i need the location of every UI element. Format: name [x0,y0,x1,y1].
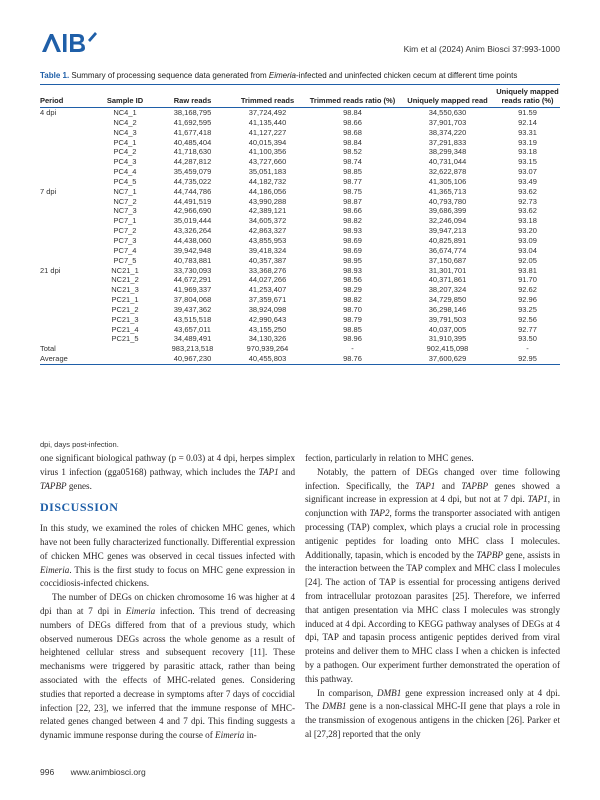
table-cell: 32,246,094 [428,216,467,226]
table-cell: 44,182,732 [248,176,287,186]
section-heading-discussion: DISCUSSION [40,500,119,515]
table-cell: 32,622,878 [428,167,467,177]
table-cell: 40,357,387 [248,255,287,265]
table-row [40,187,560,197]
table-cell: 44,186,056 [248,186,287,196]
paragraph: one significant biological pathway (p = 0.03) at 4 dpi, herpes simplex virus 1 infection (gga05168) pathway, which includes the TAP1 and TAPBP genes. [40,453,295,491]
table-cell: 40,371,861 [428,275,467,285]
table-cell [40,305,95,315]
table-cell: PC7_5 [113,255,137,265]
table-cell [40,256,95,266]
table-cell [40,147,95,157]
table-cell: 93.09 [518,235,537,245]
table-cell: 98.84 [343,108,362,117]
col-header-trimmed-ratio: Trimmed reads ratio (%) [309,96,396,105]
table-cell: 98.82 [343,295,362,305]
table-cell: 92.56 [518,314,537,324]
table-cell: 36,674,774 [428,245,467,255]
table-cell: 31,910,395 [428,334,467,344]
table-cell: 98.70 [343,304,362,314]
table-cell: 970,939,264 [246,344,289,354]
table-cell: PC21_2 [111,304,139,314]
table-row [40,256,560,266]
table-cell: 92.95 [518,354,537,364]
table-cell: 98.77 [343,176,362,186]
table-row [40,325,560,335]
table-cell: 39,437,362 [173,304,212,314]
table-row [40,157,560,167]
table-cell: 43,990,288 [248,196,287,206]
table-cell: 35,019,444 [173,216,212,226]
table-cell: 98.66 [343,206,362,216]
table-cell: 983,213,518 [171,344,214,354]
col-header-trimmed-reads: Trimmed reads [240,96,295,105]
table-row [40,266,560,276]
table-cell: 37,600,629 [428,354,467,364]
table-cell: 39,791,503 [428,314,467,324]
table-cell: 93.50 [518,334,537,344]
table-cell: PC7_3 [113,235,137,245]
table-cell: 98.74 [343,157,362,167]
table-cell: 93.31 [518,127,537,137]
table-cell: NC4_3 [113,127,137,137]
table-row [40,226,560,236]
journal-url[interactable]: www.animbiosci.org [70,767,146,777]
table-cell: 98.93 [343,265,362,275]
table-row [40,206,560,216]
table-cell: 91.59 [518,108,537,117]
table-cell: 44,027,266 [248,275,287,285]
table-cell: 93.81 [518,265,537,275]
table-cell: 93.62 [518,206,537,216]
table-cell: 35,051,183 [248,167,287,177]
col-header-unique-mapped: Uniquely mapped read [407,96,488,105]
col-header-sample-id: Sample ID [106,96,144,105]
page-number: 996 [40,767,55,777]
table-row [40,108,560,118]
table-cell: 98.93 [343,226,362,236]
table-row [40,147,560,157]
table-cell: PC4_1 [113,137,137,147]
right-column [305,452,560,742]
table-cell [40,334,95,344]
table-cell: 91.70 [518,275,537,285]
table-cell: 44,672,291 [173,275,212,285]
table-row [40,354,560,364]
table-cell [40,216,95,226]
table-cell: PC7_1 [113,216,137,226]
table-cell [40,315,95,325]
table-cell [40,157,95,167]
table-cell: 41,135,440 [248,117,287,127]
table-cell: 93.04 [518,245,537,255]
table-row [40,128,560,138]
table-caption: Table 1. Summary of processing sequence data generated from Eimeria-infected and uninfected chicken cecum at different time points [40,71,518,80]
table-cell: 44,438,060 [173,235,212,245]
table-cell: 98.82 [343,216,362,226]
table-cell: 44,491,519 [173,196,212,206]
table-cell [40,138,95,148]
table-cell [95,344,155,354]
table-cell: 98.84 [343,137,362,147]
table-cell: - [351,344,354,354]
table-row [40,236,560,246]
table-cell: 40,037,005 [428,324,467,334]
table-cell: 93.25 [518,304,537,314]
table-cell: 93.18 [518,216,537,226]
table-cell: 39,947,213 [428,226,467,236]
table-cell: PC21_5 [111,334,139,344]
table-cell [40,236,95,246]
table-cell: PC4_2 [113,147,137,157]
table-row [40,334,560,344]
table-cell: 39,418,324 [248,245,287,255]
table-cell: 33,368,276 [248,265,287,275]
table-cell: Average [40,354,68,364]
table-cell [95,354,155,364]
table-cell: 41,692,595 [173,117,212,127]
table-cell: 38,924,098 [248,304,287,314]
table-cell: 98.69 [343,235,362,245]
table-cell: 93.62 [518,186,537,196]
running-head: Kim et al (2024) Anim Biosci 37:993-1000 [403,44,560,54]
table-cell: 902,415,098 [426,344,469,354]
table-cell: 43,326,264 [173,226,212,236]
table-cell: 35,459,079 [173,167,212,177]
table-cell: 40,783,881 [173,255,212,265]
table-cell: 37,804,068 [173,295,212,305]
table-cell: 41,253,407 [248,285,287,295]
table-cell: 93.15 [518,157,537,167]
table-cell: PC7_2 [113,226,137,236]
table-cell: 93.49 [518,176,537,186]
table-cell: 37,291,833 [428,137,467,147]
journal-logo [40,30,100,59]
table-cell: 43,657,011 [174,324,211,334]
table-cell: 37,724,492 [248,108,287,117]
table-cell: 40,825,891 [428,235,467,245]
table-cell: 93.20 [518,226,537,236]
table-cell: 92.73 [518,196,537,206]
paragraph: In comparison, DMB1 gene expression increased only at 4 dpi. The DMB1 gene is a non-classical MHC-II gene that plays a role in the transmission of exogenous antigens in the chicken [26]. Parker et al [27,28] reported that the only [305,687,561,739]
table-cell: 43,155,250 [248,324,287,334]
table-footnote: dpi, days post-infection. [40,440,119,449]
page-footer [40,767,146,777]
table-cell [40,285,95,295]
table-cell [40,275,95,285]
table-cell: 98.69 [343,245,362,255]
table-cell: 34,729,850 [428,295,467,305]
table-cell [40,226,95,236]
table-cell [40,167,95,177]
table-row [40,216,560,226]
table-row [40,167,560,177]
table-cell: 40,485,404 [173,137,212,147]
table-header-row [40,85,560,108]
table-label: Table 1. [40,71,70,80]
table-row [40,246,560,256]
table-row [40,138,560,148]
table-cell: PC21_3 [111,314,139,324]
col-header-unique-ratio: Uniquely mapped reads ratio (%) [496,87,559,105]
data-table [40,84,560,365]
table-cell [40,128,95,138]
table-cell: 42,990,643 [248,314,287,324]
table-cell: 92.14 [518,117,537,127]
left-column [40,452,295,743]
table-row [40,118,560,128]
table-cell: 40,731,044 [428,157,467,167]
table-cell: 92.62 [518,285,537,295]
table-cell: 43,855,953 [248,235,287,245]
table-cell: 40,967,230 [173,354,212,364]
table-cell: 41,365,713 [428,186,467,196]
table-cell: 34,605,372 [248,216,287,226]
table-cell: 92.77 [518,324,537,334]
table-cell: 7 dpi [40,186,57,196]
table-row [40,295,560,305]
table-cell: 37,359,671 [248,295,287,305]
table-cell: 37,150,687 [428,255,467,265]
table-cell: 41,677,418 [173,127,212,137]
table-cell: 38,299,348 [428,147,467,157]
table-cell: 98.95 [343,255,362,265]
table-cell: 31,301,701 [428,265,467,275]
table-cell: 98.79 [343,314,362,324]
table-row [40,315,560,325]
table-cell: 43,727,660 [248,157,287,167]
table-cell: NC7_3 [113,206,137,216]
table-cell: 93.19 [518,137,537,147]
table-cell: 92.96 [518,295,537,305]
table-cell [40,325,95,335]
table-cell [40,177,95,187]
table-cell: PC4_4 [113,167,137,177]
table-cell: 98.76 [343,354,362,364]
table-cell [40,197,95,207]
table-cell: 98.85 [343,324,362,334]
table-cell [40,295,95,305]
table-row [40,177,560,187]
table-cell: NC4_1 [113,108,137,117]
table-cell: 98.29 [343,285,362,295]
table-cell: 44,735,022 [173,176,212,186]
table-cell [40,206,95,216]
table-row [40,275,560,285]
table-cell: PC21_1 [111,295,139,305]
table-cell: 98.52 [343,147,362,157]
table-cell: NC21_3 [111,285,139,295]
table-cell: 98.96 [343,334,362,344]
table-cell: 39,942,948 [173,245,212,255]
table-cell: 98.87 [343,196,362,206]
table-cell: 98.56 [343,275,362,285]
table-cell: 93.07 [518,167,537,177]
paragraph: The number of DEGs on chicken chromosome 16 was higher at 4 dpi than at 7 dpi in Eimeria infection. This trend of decreasing numbers of DEGs differed from that of a previous study, which observed numerous DEGs across the whole genome as a result of heightened cellular stress and subsequent recovery [11]. These mechanisms were triggered by parasitic attack, rather than being associated with the effects of MHC-related genes. Considering studies that reported a decrease in symptoms after 7 days of coccidial infection [22, 23], we inferred that the immune response of MHC-related genes changed between 4 and 7 dpi. This finding suggests a dynamic immune response during the course of Eimeria in- [40,592,295,741]
table-cell: 37,901,703 [428,117,467,127]
table-cell: 43,515,518 [173,314,212,324]
table-cell: PC7_4 [113,245,137,255]
paragraph: fection, particularly in relation to MHC genes. [305,453,474,463]
table-cell: 98.75 [343,186,362,196]
table-cell: NC21_1 [111,265,139,275]
table-cell: 41,100,356 [248,147,287,157]
table-cell: 42,966,690 [173,206,212,216]
table-cell: 93.18 [518,147,537,157]
col-header-raw-reads: Raw reads [173,96,212,105]
table-row [40,285,560,295]
table-row [40,344,560,354]
table-cell: 42,863,327 [248,226,287,236]
table-cell: PC4_3 [113,157,137,167]
table-cell: 44,287,812 [173,157,212,167]
table-cell: NC7_1 [113,186,137,196]
table-cell: NC7_2 [113,196,137,206]
table-cell: 40,455,803 [248,354,287,364]
paragraph: In this study, we examined the roles of chicken MHC genes, which have not been fully characterized functionally. Differential expression of chicken MHC genes was observed in cecal tissues infected with Eimeria. This is the first study to focus on MHC gene expression in coccidiosis-infected chickens. [40,523,295,589]
paragraph: Notably, the pattern of DEGs changed over time following infection. Specifically, the TAP1 and TAPBP genes showed a significant increase in expression at 4 dpi, but not at 7 dpi. TAP1, in conjunction with TAP2, forms the transporter associated with antigen processing (TAP) complex, which plays a crucial role in processing antigenic peptides for loading onto MHC class I molecules. Additionally, tapasin, which is encoded by the TAPBP gene, assists in the interaction between the TAP complex and MHC class I molecules [24]. The action of TAP is essential for processing antigens derived from intracellular protozoan parasites [25]. Therefore, we inferred that antigen presentation via MHC class I molecules was strongly induced at 4 dpi. According to KEGG pathway analyses of DEGs at 4 dpi, TAP and tapasin process antigenic peptides derived from viral proteins and deliver them to MHC class I when a chicken is infected by a pathogen. Our experiment further demonstrated the operation of this pathway. [305,466,561,684]
table-cell: 34,489,491 [173,334,212,344]
table-cell: 34,130,326 [248,334,287,344]
table-cell: 98.85 [343,167,362,177]
table-cell: 98.66 [343,117,362,127]
table-cell: 34,550,630 [428,108,467,117]
table-cell: 38,207,324 [428,285,467,295]
table-cell: Total [40,344,56,354]
table-cell: 4 dpi [40,108,57,117]
table-cell [40,118,95,128]
table-cell: 41,718,630 [173,147,212,157]
table-cell: 98.68 [343,127,362,137]
table-cell: 36,298,146 [428,304,467,314]
table-cell: 39,686,399 [428,206,467,216]
table-cell: 38,374,220 [428,127,467,137]
table-cell: PC4_5 [113,176,137,186]
table-cell: NC4_2 [113,117,137,127]
table-row [40,305,560,315]
table-cell: 42,389,121 [248,206,287,216]
table-cell: - [526,344,529,354]
table-cell: 40,015,394 [248,137,287,147]
table-cell: 41,127,227 [248,127,287,137]
table-cell: 92.05 [518,255,537,265]
col-header-period: Period [40,96,64,105]
table-cell: PC21_4 [111,324,139,334]
table-cell: 21 dpi [40,265,61,275]
table-cell: 41,305,106 [428,176,467,186]
table-cell: 41,969,337 [173,285,212,295]
table-cell [40,246,95,256]
table-cell: 33,730,093 [173,265,212,275]
table-row [40,197,560,207]
table-cell: 38,168,795 [173,108,212,117]
table-cell: 44,744,786 [173,186,212,196]
table-cell: 40,793,780 [428,196,467,206]
journal-logo-icon [40,30,100,54]
table-cell: NC21_2 [111,275,139,285]
